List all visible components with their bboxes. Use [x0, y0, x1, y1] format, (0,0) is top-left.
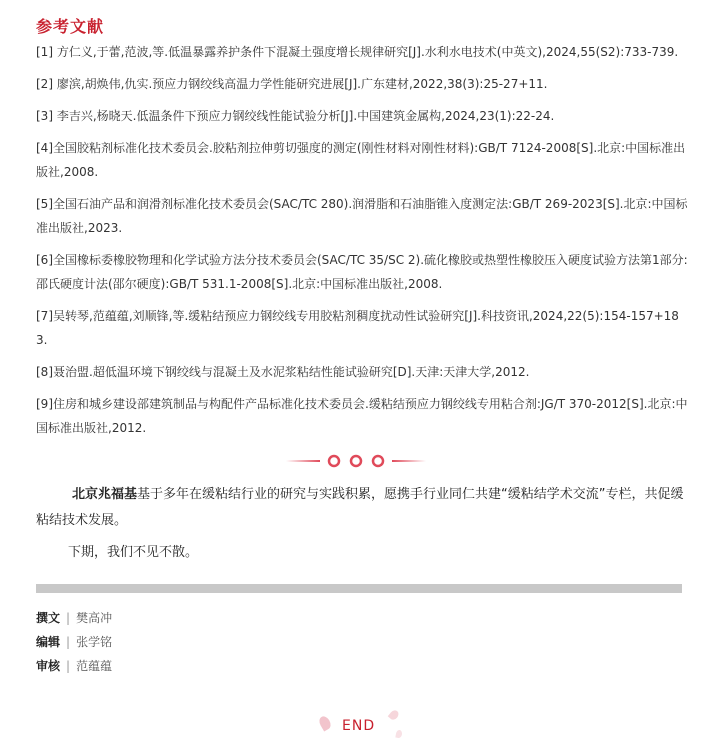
reference-item: [7]吴转琴,范蕴蕴,刘顺锋,等.缓粘结预应力钢绞线专用胶粘剂稠度扰动性试验研究[J].科技资讯,2024,22(5):154-157+183. [36, 309, 679, 347]
closing-paragraph [36, 482, 684, 566]
end-label: END [342, 718, 376, 734]
credit-author: 撰文 | 樊高冲 [36, 611, 113, 625]
divider-circle [373, 456, 383, 466]
petal-icon [317, 714, 333, 731]
reference-item: [1] 方仁义,于蕾,范波,等.低温暴露养护条件下混凝土强度增长规律研究[J].水利水电技术(中英文),2024,55(S2):733-739. [36, 45, 679, 59]
reference-item: [5]全国石油产品和润滑剂标准化技术委员会(SAC/TC 280).润滑脂和石油脂锥入度测定法:GB/T 269-2023[S].北京:中国标准出版社,2023. [36, 197, 688, 235]
reference-item: [6]全国橡标委橡胶物理和化学试验方法分技术委员会(SAC/TC 35/SC 2).硫化橡胶或热塑性橡胶压入硬度试验方法第1部分:邵氏硬度计法(邵尔硬度):GB/T 531.1-2008[S].北京:中国标准出版社,2008. [36, 253, 688, 291]
divider-circle [329, 456, 339, 466]
reference-item: [8]聂治盟.超低温环境下钢绞线与混凝土及水泥浆粘结性能试验研究[D].天津:天津大学,2012. [36, 365, 530, 379]
reference-item: [2] 廖滨,胡焕伟,仇实.预应力钢绞线高温力学性能研究进展[J].广东建材,2022,38(3):25-27+11. [36, 77, 548, 91]
company-name: 北京兆福基 [72, 487, 138, 502]
reference-item: [4]全国胶粘剂标准化技术委员会.胶粘剂拉伸剪切强度的测定(刚性材料对刚性材料):GB/T 7124-2008[S].北京:中国标准出版社,2008. [36, 141, 686, 179]
next-issue-text: 下期，我们不见不散。 [68, 545, 199, 560]
references-list [36, 40, 688, 448]
petal-icon [388, 709, 401, 722]
credits [36, 606, 112, 678]
decorative-divider [286, 451, 426, 471]
divider-left-line [286, 460, 320, 462]
closing-body: 基于多年在缓粘结行业的研究与实践积累，愿携手行业同仁共建“缓粘结学术交流”专栏，共促缓粘结技术发展。 [36, 487, 684, 528]
petal-icon [395, 730, 402, 739]
divider-right-line [392, 460, 426, 462]
divider-circle [351, 456, 361, 466]
credit-editor: 编辑 | 张学铭 [36, 635, 113, 649]
reference-item: [3] 李吉兴,杨晓天.低温条件下预应力钢绞线性能试验分析[J].中国建筑金属构,2024,23(1):22-24. [36, 109, 555, 123]
reference-item: [9]住房和城乡建设部建筑制品与构配件产品标准化技术委员会.缓粘结预应力钢绞线专用粘合剂:JG/T 370-2012[S].北京:中国标准出版社,2012. [36, 397, 688, 435]
end-marker [300, 696, 420, 754]
closing-text [36, 482, 684, 534]
references-title: 参考文献 [36, 17, 105, 36]
section-bar [36, 584, 682, 593]
credit-reviewer: 审核 | 范蕴蕴 [36, 659, 113, 673]
